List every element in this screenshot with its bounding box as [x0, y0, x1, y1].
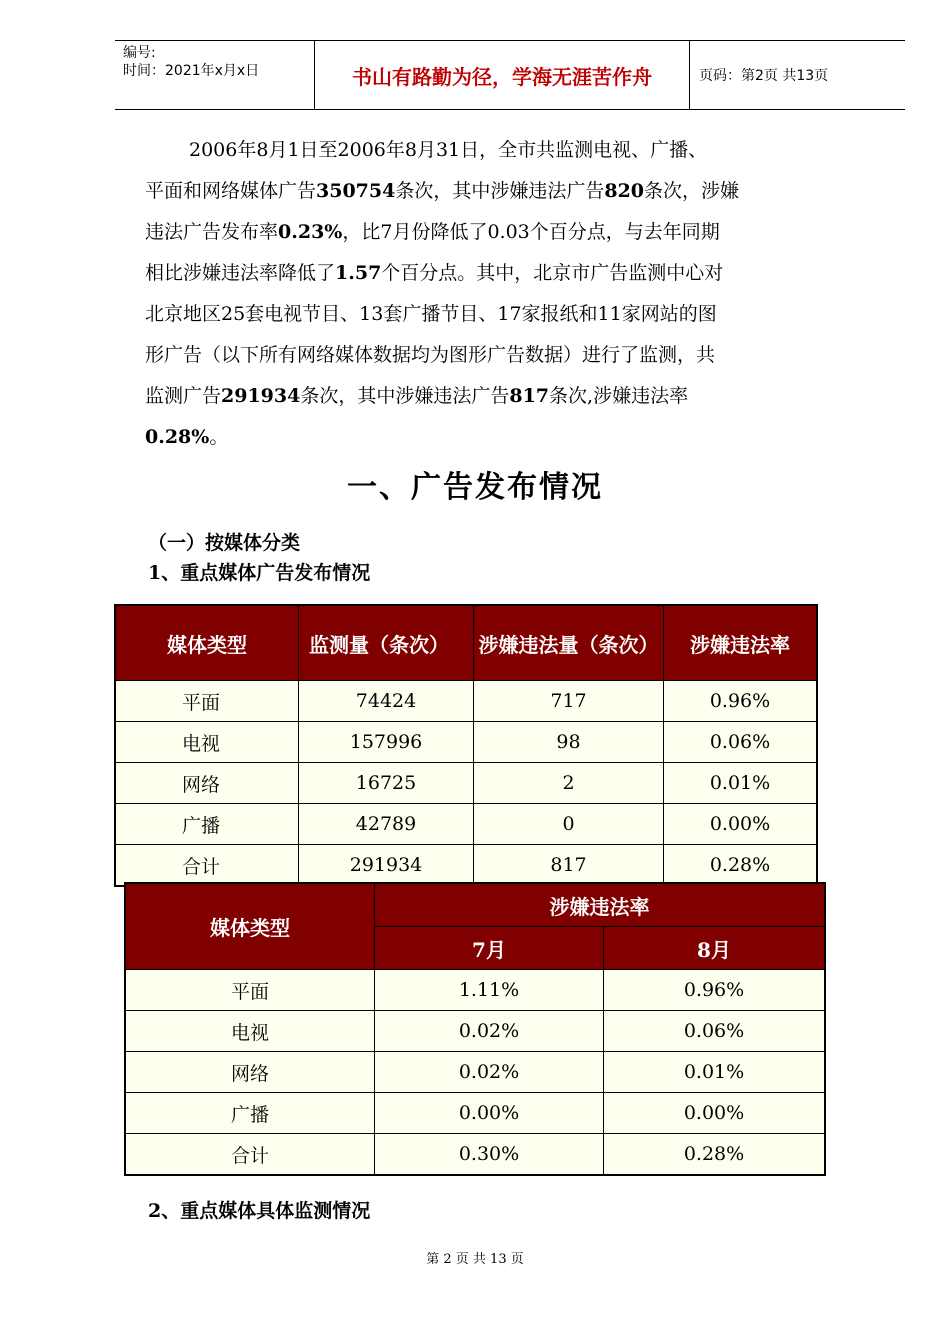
table-header-cell: 7月	[375, 927, 604, 970]
header-number-label: 编号:	[123, 45, 156, 61]
table-cell: 0.06%	[664, 722, 818, 763]
table-row	[125, 1011, 825, 1052]
table-cell: 2	[474, 763, 664, 804]
table-cell: 0.00%	[375, 1093, 604, 1134]
table-cell: 0.00%	[604, 1093, 826, 1134]
paragraph-line: 违法广告发布率0.23%，比7月份降低了0.03个百分点，与去年同期	[145, 221, 720, 243]
table-row	[125, 1093, 825, 1134]
table-cell: 0.30%	[375, 1134, 604, 1176]
header-meta	[115, 41, 315, 109]
table-cell: 网络	[125, 1052, 375, 1093]
section-title: 一、广告发布情况	[347, 470, 603, 505]
table-cell: 817	[474, 845, 664, 887]
paragraph-line: 0.28%。	[145, 426, 229, 448]
header-time-label: 时间：2021年x月x日	[123, 63, 260, 79]
table-header-cell: 涉嫌违法率	[375, 883, 826, 927]
table-cell: 0.28%	[604, 1134, 826, 1176]
table-cell: 广播	[115, 804, 299, 845]
table-cell: 0.96%	[604, 970, 826, 1011]
table-cell: 0.00%	[664, 804, 818, 845]
paragraph-line: 北京地区25套电视节目、13套广播节目、17家报纸和11家网站的图	[145, 303, 717, 325]
page-header	[115, 40, 905, 110]
paragraph-line: 监测广告291934条次，其中涉嫌违法广告817条次,涉嫌违法率	[145, 385, 689, 407]
table-cell: 717	[474, 681, 664, 722]
page-footer: 第 2 页 共 13 页	[426, 1252, 524, 1267]
table-cell: 0.06%	[604, 1011, 826, 1052]
table-header-cell: 涉嫌违法率	[664, 605, 818, 681]
table-cell: 0.28%	[664, 845, 818, 887]
table-cell: 0.01%	[604, 1052, 826, 1093]
monthly-rate-table	[124, 882, 826, 1176]
table-cell: 电视	[115, 722, 299, 763]
table-cell: 98	[474, 722, 664, 763]
table-header-cell: 8月	[604, 927, 826, 970]
table-cell: 157996	[299, 722, 474, 763]
table-row	[115, 722, 817, 763]
table-cell: 平面	[115, 681, 299, 722]
table-cell: 0.01%	[664, 763, 818, 804]
header-motto: 书山有路勤为径，学海无涯苦作舟	[315, 41, 690, 109]
table-cell: 合计	[125, 1134, 375, 1176]
table-cell: 合计	[115, 845, 299, 887]
paragraph-line: 2006年8月1日至2006年8月31日，全市共监测电视、广播、	[189, 139, 708, 161]
table-cell: 0.02%	[375, 1011, 604, 1052]
table-cell: 广播	[125, 1093, 375, 1134]
table-cell: 74424	[299, 681, 474, 722]
table-cell: 42789	[299, 804, 474, 845]
table-header-row	[125, 883, 825, 927]
table-header-cell: 涉嫌违法量（条次）	[474, 605, 664, 681]
table-cell: 0.02%	[375, 1052, 604, 1093]
summary-paragraph	[145, 130, 865, 458]
table-row	[125, 1134, 825, 1176]
table-row	[125, 1052, 825, 1093]
paragraph-line: 形广告（以下所有网络媒体数据均为图形广告数据）进行了监测，共	[145, 344, 716, 366]
table-row	[115, 804, 817, 845]
subsection-title: （一）按媒体分类	[148, 532, 301, 554]
table-cell: 0	[474, 804, 664, 845]
table-row	[115, 763, 817, 804]
table-header-cell: 媒体类型	[115, 605, 299, 681]
table-row	[125, 970, 825, 1011]
subsection-title-2: 2、重点媒体具体监测情况	[148, 1200, 371, 1222]
table-cell: 1.11%	[375, 970, 604, 1011]
table-row	[115, 681, 817, 722]
table-cell: 网络	[115, 763, 299, 804]
table-header-cell: 监测量（条次）	[299, 605, 474, 681]
table-cell: 平面	[125, 970, 375, 1011]
paragraph-line: 相比涉嫌违法率降低了1.57个百分点。其中，北京市广告监测中心对	[145, 262, 724, 284]
subsection-title-1: 1、重点媒体广告发布情况	[148, 562, 371, 584]
table-header-row	[115, 605, 817, 681]
header-page-info: 页码：第2页 共13页	[699, 68, 829, 84]
paragraph-line: 平面和网络媒体广告350754条次，其中涉嫌违法广告820条次，涉嫌	[145, 180, 740, 202]
media-volume-table	[114, 604, 818, 887]
table-header-cell: 媒体类型	[125, 883, 375, 970]
table-cell: 0.96%	[664, 681, 818, 722]
table-row	[115, 845, 817, 887]
table-cell: 16725	[299, 763, 474, 804]
table-cell: 电视	[125, 1011, 375, 1052]
table-cell: 291934	[299, 845, 474, 887]
